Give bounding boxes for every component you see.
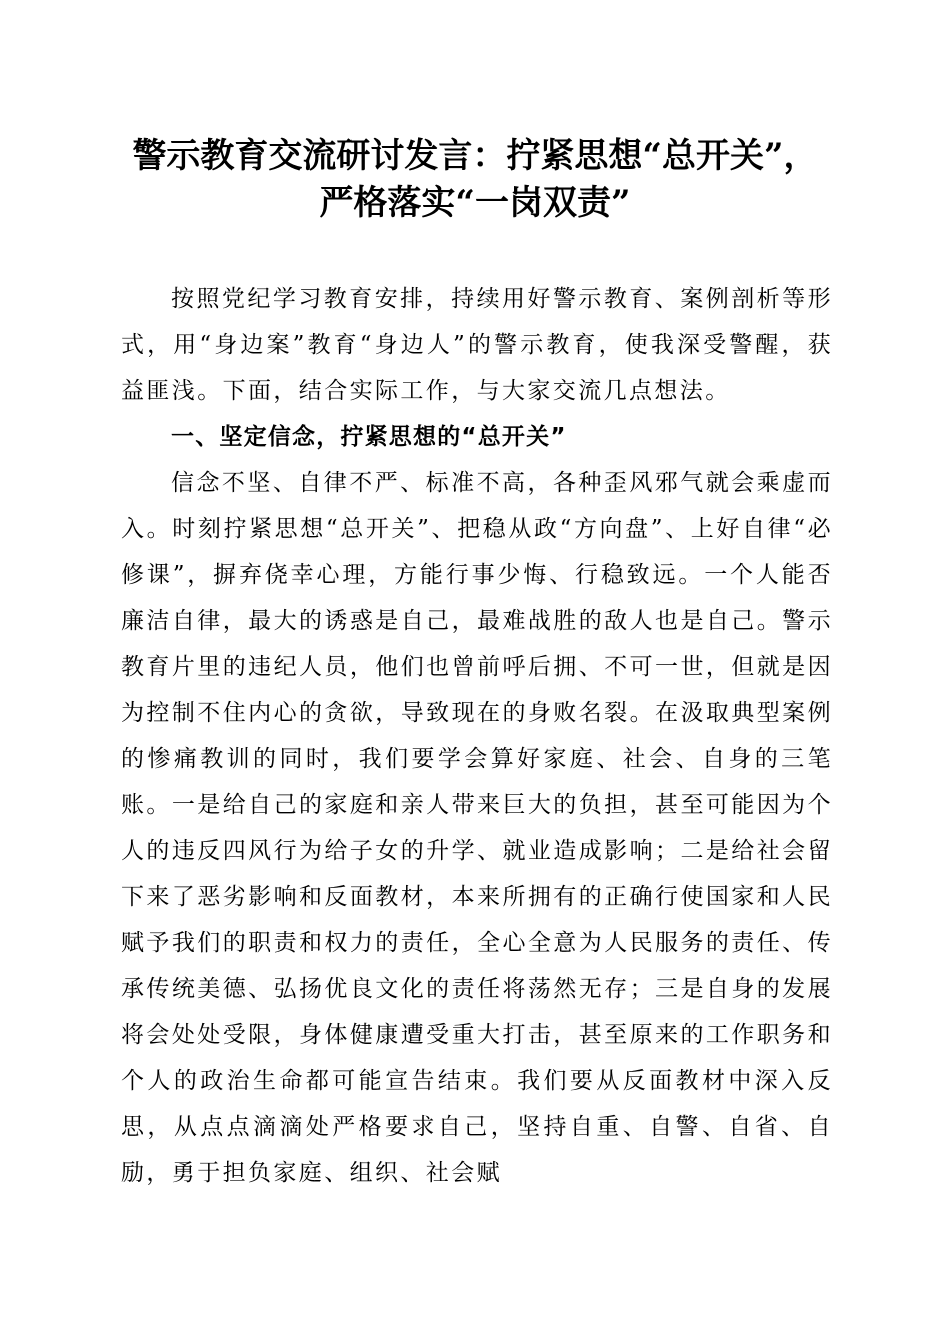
section-1-paragraph: 信念不坚、自律不严、标准不高，各种歪风邪气就会乘虚而入。时刻拧紧思想“总开关”、把稳从政“方向盘”、上好自律“必修课”，摒弃侥幸心理，方能行事少悔、行稳致远。一个人能否廉洁自律，最大的诱惑是自己，最难战胜的敌人也是自己。警示教育片里的违纪人员，他们也曾前呼后拥、不可一世，但就是因为控制不住内心的贪欲，导致现在的身败名裂。在汲取典型案例的惨痛教训的同时，我们要学会算好家庭、社会、自身的三笔账。一是给自己的家庭和亲人带来巨大的负担，甚至可能因为个人的违反四风行为给子女的升学、就业造成影响；二是给社会留下来了恶劣影响和反面教材，本来所拥有的正确行使国家和人民赋予我们的职责和权力的责任，全心全意为人民服务的责任、传承传统美德、弘扬优良文化的责任将荡然无存；三是自身的发展将会处处受限，身体健康遭受重大打击，甚至原来的工作职务和个人的政治生命都可能宣告结束。我们要从反面教材中深入反思，从点点滴滴处严格要求自己，坚持自重、自警、自省、自励，勇于担负家庭、组织、社会赋	[121, 470, 833, 1186]
intro-paragraph: 按照党纪学习教育安排，持续用好警示教育、案例剖析等形式，用“身边案”教育“身边人”的警示教育，使我深受警醒，获益匪浅。下面，结合实际工作，与大家交流几点想法。	[121, 286, 833, 404]
document-title-line-1: 警示教育交流研讨发言：拧紧思想“总开关”，	[132, 136, 818, 176]
section-1-heading: 一、坚定信念，拧紧思想的“总开关”	[171, 424, 567, 450]
document-title-line-2: 严格落实“一岗双责”	[319, 183, 631, 223]
document-body	[121, 276, 833, 1196]
